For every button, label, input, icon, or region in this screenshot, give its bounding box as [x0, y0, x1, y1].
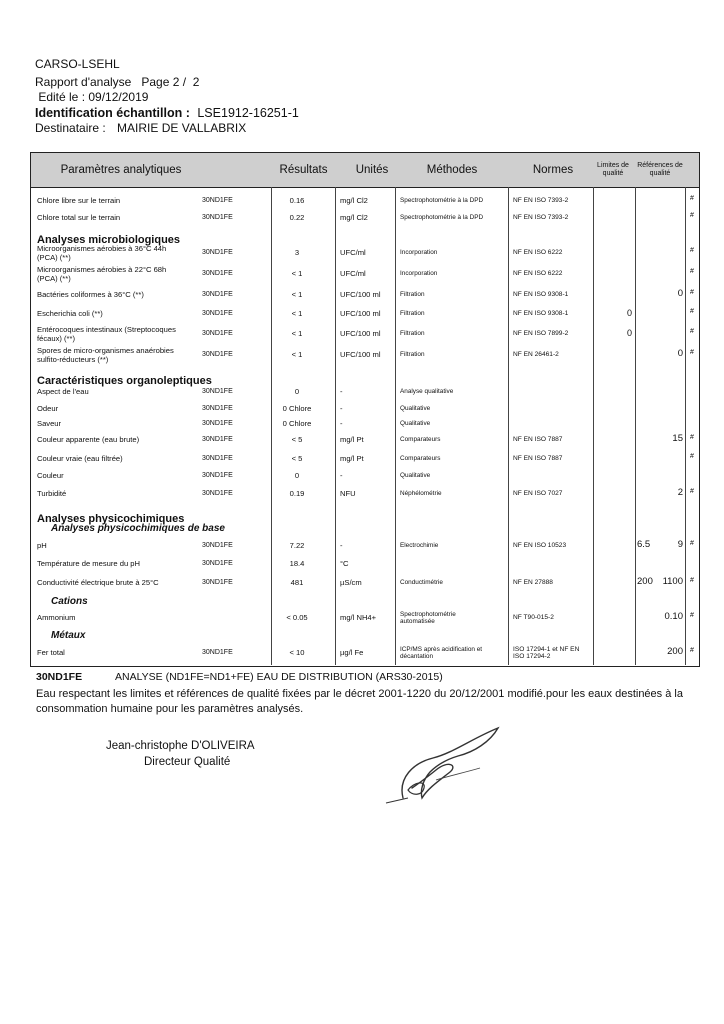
method-value: Spectrophotométrie à la DPD [400, 197, 484, 204]
reference-value: 0 [677, 288, 683, 299]
param-name: Odeur [37, 404, 59, 413]
result-value: 0 Chlore [282, 404, 312, 413]
report-page: Rapport d'analyse Page 2 / 2 [35, 75, 200, 89]
sample-code: 30ND1FE [202, 214, 233, 221]
norm-value: NF EN ISO 7393-2 [513, 214, 569, 221]
reference-value: 9 [677, 539, 683, 550]
sample-code: 30ND1FE [202, 197, 233, 204]
sample-id-label: Identification échantillon : [35, 106, 190, 120]
col-method: Méthodes [426, 163, 478, 176]
method-value: Analyse qualitative [400, 388, 454, 395]
unit-value: - [340, 471, 343, 480]
result-value: 0 Chlore [282, 419, 312, 428]
result-value: 3 [294, 248, 300, 257]
result-value: 481 [290, 578, 304, 587]
result-value: < 1 [291, 309, 303, 318]
norm-value: NF EN ISO 7027 [513, 490, 563, 497]
lab-name: CARSO-LSEHL [35, 57, 120, 71]
col-refs: Références de qualité [637, 162, 683, 177]
unit-value: NFU [340, 489, 356, 498]
accreditation-mark: # [690, 349, 694, 356]
reference-value: 200 [667, 646, 683, 657]
signature [378, 718, 528, 808]
result-value: < 10 [289, 648, 305, 657]
method-value: Filtration [400, 330, 425, 337]
sample-code: 30ND1FE [202, 649, 233, 656]
unit-value: UFC/100 ml [340, 329, 381, 338]
signer-name: Jean-christophe D'OLIVEIRA [106, 740, 255, 752]
unit-value: °C [340, 559, 349, 568]
param-name: Ammonium [37, 613, 76, 622]
param-name-line2: (PCA) (**) [37, 273, 71, 283]
recipient-value: MAIRIE DE VALLABRIX [117, 121, 247, 135]
reference-value: 0.10 [664, 611, 683, 622]
signer-title: Directeur Qualité [144, 756, 231, 768]
method-value: Qualitative [400, 405, 431, 412]
accreditation-mark: # [690, 268, 694, 275]
accreditation-mark: # [690, 247, 694, 254]
norm-value: NF EN ISO 10523 [513, 542, 567, 549]
conclusion-line-2: consommation humaine pour les paramètres analysés. [36, 703, 304, 715]
norm-value: NF EN ISO 9308-1 [513, 291, 569, 298]
sample-code: 30ND1FE [202, 330, 233, 337]
method-value: Filtration [400, 310, 425, 317]
param-name: Fer total [37, 648, 65, 657]
param-name: pH [37, 541, 47, 550]
method-value: Néphélométrie [400, 490, 442, 497]
accreditation-mark: # [690, 212, 694, 219]
unit-value: UFC/ml [340, 269, 366, 278]
method-value-line2: automatisée [400, 617, 435, 625]
sample-code: 30ND1FE [202, 542, 233, 549]
param-name: Conductivité électrique brute à 25°C [37, 578, 159, 587]
sample-code: 30ND1FE [202, 270, 233, 277]
norm-value: NF EN ISO 7887 [513, 436, 563, 443]
norm-value: ISO 17294-1 et NF EN [513, 645, 580, 653]
param-name: Microorganismes aérobies à 22°C 68h [37, 265, 167, 274]
unit-value: UFC/ml [340, 248, 366, 257]
reference-value: 0 [677, 348, 683, 359]
param-name: Saveur [37, 419, 62, 428]
accreditation-mark: # [690, 434, 694, 441]
method-value: Spectrophotométrie à la DPD [400, 214, 484, 221]
footer-code: 30ND1FE [36, 671, 83, 683]
reference-value: 1100 [662, 576, 683, 587]
param-name: Aspect de l'eau [37, 387, 89, 396]
param-name-line2: sulfito-réducteurs (**) [37, 354, 109, 364]
accreditation-mark: # [690, 289, 694, 296]
col-divider [635, 187, 636, 665]
col-divider [593, 187, 594, 665]
method-value: Spectrophotométrie [400, 610, 456, 618]
param-name: Turbidité [37, 489, 67, 498]
sample-code: 30ND1FE [202, 388, 233, 395]
method-value: Comparateurs [400, 436, 441, 443]
results-table [30, 152, 700, 667]
accreditation-mark: # [690, 577, 694, 584]
unit-value: - [340, 387, 343, 396]
norm-value: NF EN ISO 7887 [513, 455, 563, 462]
method-value: Incorporation [400, 270, 438, 277]
sample-id-row [35, 106, 299, 121]
unit-value: mg/l Cl2 [340, 213, 368, 222]
unit-value: UFC/100 ml [340, 309, 381, 318]
param-name: Couleur [37, 471, 64, 480]
sample-code: 30ND1FE [202, 455, 233, 462]
sample-code: 30ND1FE [202, 560, 233, 567]
norm-value: NF EN ISO 7899-2 [513, 330, 569, 337]
result-value: < 1 [291, 269, 303, 278]
method-value: Qualitative [400, 420, 431, 427]
unit-value: mg/l NH4+ [340, 613, 377, 622]
footer-analysis: ANALYSE (ND1FE=ND1+FE) EAU DE DISTRIBUTION (ARS30-2015) [115, 671, 443, 683]
accreditation-mark: # [690, 647, 694, 654]
param-name-line2: (PCA) (**) [37, 252, 71, 262]
reference-value: 15 [672, 433, 683, 444]
col-unit: Unités [355, 163, 389, 176]
reference-low-value: 200 [637, 576, 653, 587]
result-value: < 1 [291, 350, 303, 359]
reference-low-value: 6.5 [637, 539, 651, 550]
accreditation-mark: # [690, 195, 694, 202]
accreditation-mark: # [690, 328, 694, 335]
sample-code: 30ND1FE [202, 405, 233, 412]
accreditation-mark: # [690, 540, 694, 547]
result-value: < 1 [291, 329, 303, 338]
sample-code: 30ND1FE [202, 249, 233, 256]
norm-value: NF EN ISO 9308-1 [513, 310, 569, 317]
subsection-cations: Cations [51, 596, 88, 607]
sample-code: 30ND1FE [202, 472, 233, 479]
result-value: 0 [294, 387, 300, 396]
sample-code: 30ND1FE [202, 291, 233, 298]
norm-value: NF EN ISO 7393-2 [513, 197, 569, 204]
result-value: < 1 [291, 290, 303, 299]
method-value: ICP/MS après acidification et [400, 645, 483, 653]
result-value: 0.22 [289, 213, 305, 222]
col-divider [395, 187, 396, 665]
sample-id-value: LSE1912-16251-1 [197, 106, 299, 120]
method-value: Qualitative [400, 472, 431, 479]
unit-value: UFC/100 ml [340, 290, 381, 299]
result-value: < 0.05 [286, 613, 308, 622]
method-value: Comparateurs [400, 455, 441, 462]
method-value: Electrochimie [400, 542, 439, 549]
sample-code: 30ND1FE [202, 351, 233, 358]
method-value: Filtration [400, 291, 425, 298]
method-value: Filtration [400, 351, 425, 358]
result-value: 7.22 [289, 541, 305, 550]
result-value: < 5 [291, 435, 303, 444]
section-organo: Caractéristiques organoleptiques [37, 375, 212, 387]
method-value-line2: décantation [400, 652, 434, 660]
param-name: Escherichia coli (**) [37, 309, 103, 318]
section-physico: Analyses physicochimiques [37, 513, 185, 525]
limit-value: 0 [627, 328, 633, 338]
param-name: Microorganismes aérobies à 36°C 44h [37, 244, 167, 253]
param-name: Bactéries coliformes à 36°C (**) [37, 290, 144, 299]
edit-date: Edité le : 09/12/2019 [35, 90, 149, 104]
param-name: Entérocoques intestinaux (Streptocoques [37, 325, 176, 334]
sample-code: 30ND1FE [202, 420, 233, 427]
result-value: 0.19 [289, 489, 305, 498]
param-name: Couleur vraie (eau filtrée) [37, 454, 123, 463]
unit-value: UFC/100 ml [340, 350, 381, 359]
method-value: Incorporation [400, 249, 438, 256]
accreditation-mark: # [690, 308, 694, 315]
result-value: 18.4 [289, 559, 305, 568]
reference-value: 2 [677, 487, 683, 498]
norm-value: NF T90-015-2 [513, 614, 554, 621]
table-header [31, 153, 699, 188]
sample-code: 30ND1FE [202, 490, 233, 497]
sample-code: 30ND1FE [202, 579, 233, 586]
accreditation-mark: # [690, 453, 694, 460]
conclusion-line-1: Eau respectant les limites et références de qualité fixées par le décret 2001-1220 du 20/12/2001 modifié.pour les eaux destinées à la [36, 688, 683, 700]
unit-value: - [340, 419, 343, 428]
accreditation-mark: # [690, 612, 694, 619]
col-result: Résultats [279, 163, 328, 176]
norm-value: NF EN ISO 6222 [513, 249, 563, 256]
subsection-metaux: Métaux [51, 630, 86, 641]
limit-value: 0 [627, 308, 633, 318]
result-value: 0 [294, 471, 300, 480]
result-value: 0.16 [289, 196, 305, 205]
method-value: Conductimétrie [400, 579, 443, 586]
col-norm: Normes [532, 163, 574, 176]
accreditation-mark: # [690, 488, 694, 495]
col-param: Paramètres analytiques [60, 163, 182, 176]
unit-value: mg/l Pt [340, 454, 364, 463]
unit-value: - [340, 541, 343, 550]
sample-code: 30ND1FE [202, 310, 233, 317]
param-name: Chlore libre sur le terrain [37, 196, 121, 205]
col-divider [685, 187, 686, 665]
unit-value: mg/l Pt [340, 435, 364, 444]
unit-value: µg/l Fe [340, 648, 364, 657]
result-value: < 5 [291, 454, 303, 463]
param-name: Chlore total sur le terrain [37, 213, 121, 222]
param-name: Couleur apparente (eau brute) [37, 435, 140, 444]
norm-value: NF EN ISO 6222 [513, 270, 563, 277]
col-divider [508, 187, 509, 665]
unit-value: µS/cm [340, 578, 362, 587]
col-limits: Limites de qualité [597, 162, 629, 177]
unit-value: - [340, 404, 343, 413]
norm-value: NF EN 27888 [513, 579, 553, 586]
param-name: Spores de micro-organismes anaérobies [37, 346, 174, 355]
param-name: Température de mesure du pH [37, 559, 140, 568]
sample-code: 30ND1FE [202, 436, 233, 443]
norm-value: NF EN 26461-2 [513, 351, 559, 358]
recipient-label: Destinataire : [35, 121, 106, 135]
section-micro: Analyses microbiologiques [37, 234, 181, 246]
unit-value: mg/l Cl2 [340, 196, 368, 205]
recipient-row [35, 121, 246, 136]
norm-value-line2: ISO 17294-2 [513, 652, 551, 660]
subsection-physico-base: Analyses physicochimiques de base [51, 523, 225, 534]
param-name-line2: fécaux) (**) [37, 333, 75, 343]
